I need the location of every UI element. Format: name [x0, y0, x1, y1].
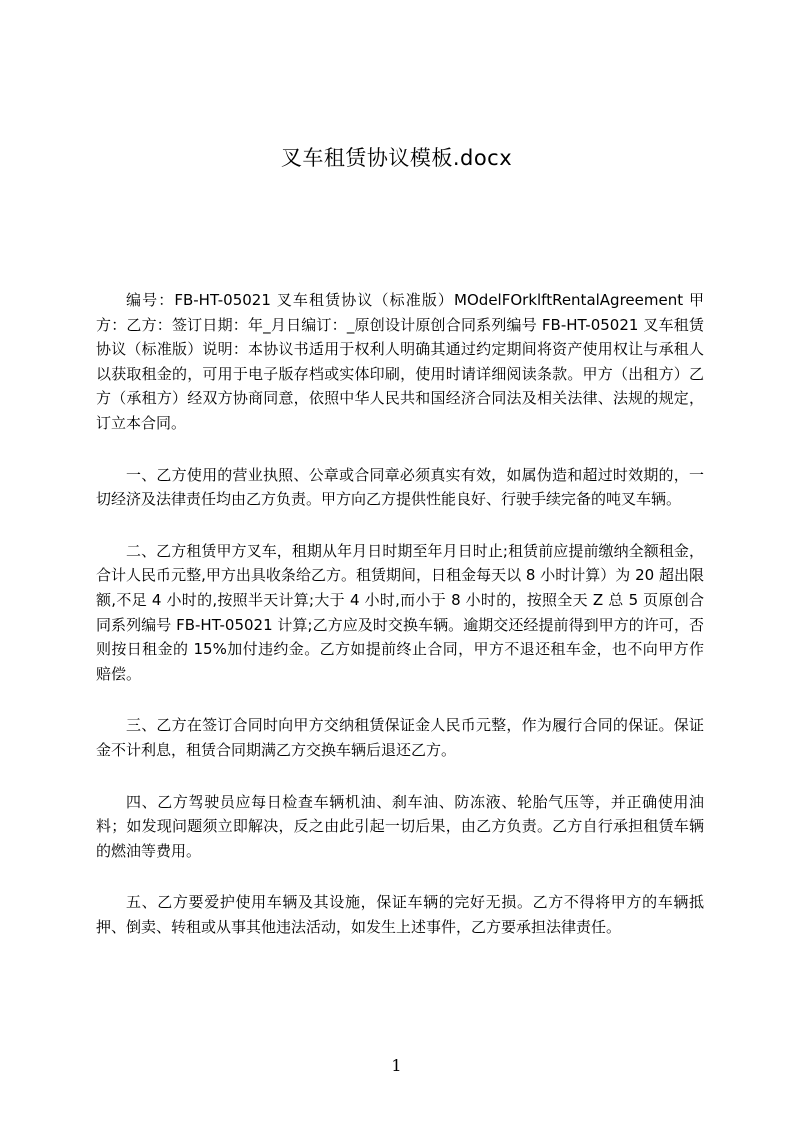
- paragraph-clause-4: 四、乙方驾驶员应每日检查车辆机油、刹车油、防冻液、轮胎气压等，并正确使用油料；如发现问题须立即解决，反之由此引起一切后果，由乙方负责。乙方自行承担租赁车辆的燃油等费用。: [96, 792, 704, 860]
- document-title: 叉车租赁协议模板.docx: [280, 146, 513, 170]
- page-number: 1: [391, 1056, 402, 1075]
- paragraph-clause-3: 三、乙方在签订合同时向甲方交纳租赁保证金人民币元整，作为履行合同的保证。保证金不计利息，租赁合同期满乙方交换车辆后退还乙方。: [96, 716, 704, 759]
- paragraph-clause-5: 五、乙方要爱护使用车辆及其设施，保证车辆的完好无损。乙方不得将甲方的车辆抵押、倒卖、转租或从事其他违法活动，如发生上述事件，乙方要承担法律责任。: [96, 893, 704, 936]
- document-body: [96, 288, 704, 966]
- paragraph-clause-2: 二、乙方租赁甲方叉车，租期从年月日时期至年月日时止;租赁前应提前缴纳全额租金，合计人民币元整,甲方出具收条给乙方。租赁期间，日租金每天以 8 小时计算）为 20 超出限额,不足 4 小时的,按照半天计算;大于 4 小时,而小于 8 小时的，按照全天 Z 总 5 页原创合同系列编号 FB-HT-05021 计算;乙方应及时交换车辆。逾期交还经提前得到甲方的许可，否则按日租金的 15%加付违约金。乙方如提前终止合同，甲方不退还租车金，也不向甲方作赔偿。: [96, 541, 704, 683]
- paragraph-clause-1: 一、乙方使用的营业执照、公章或合同章必须真实有效，如属伪造和超过时效期的，一切经济及法律责任均由乙方负责。甲方向乙方提供性能良好、行驶手续完备的吨叉车辆。: [96, 465, 704, 509]
- paragraph-intro: 编号：FB-HT-05021 叉车租赁协议（标准版）MOdelFOrklftRentalAgreement 甲方：乙方：签订日期：年_月日编订：_原创设计原创合同系列编号 FB-HT-05021 叉车租赁协议（标准版）说明：本协议书适用于权利人明确其通过约定期间将资产使用权让与承租人以获取租金的，可用于电子版存档或实体印刷，使用时请详细阅读条款。甲方（出租方）乙方（承租方）经双方协商同意，依照中华人民共和国经济合同法及相关法律、法规的规定，订立本合同。: [96, 291, 704, 432]
